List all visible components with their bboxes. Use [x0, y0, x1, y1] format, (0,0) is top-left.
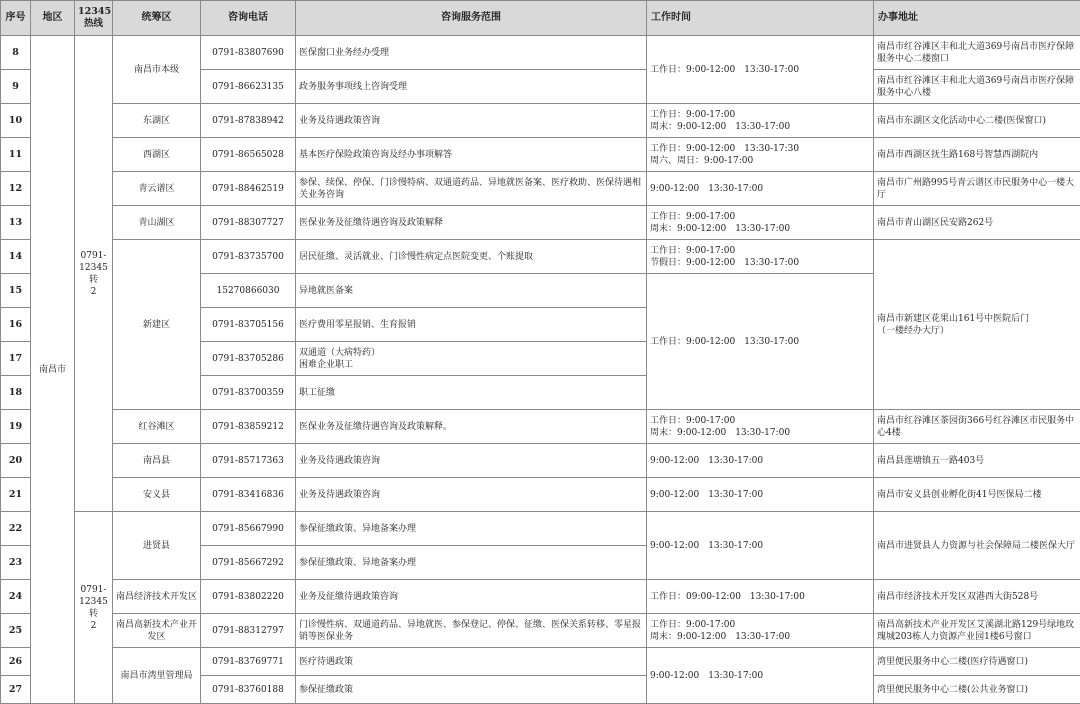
- address-cell: 南昌市红谷滩区丰和北大道369号南昌市医疗保障服务中心八楼: [874, 70, 1080, 104]
- hours-cell: 工作日：9:00-12:00 13:30-17:30 周六、周日：9:00-17:00: [647, 138, 874, 172]
- row-number: 8: [1, 36, 31, 70]
- row-number: 24: [1, 580, 31, 614]
- district-cell: 红谷滩区: [113, 410, 201, 444]
- hours-cell: 工作日：9:00-17:00 节假日：9:00-12:00 13:30-17:00: [647, 240, 874, 274]
- address-cell: 南昌市东湖区文化活动中心二楼(医保窗口): [874, 104, 1080, 138]
- table-row: [1, 104, 1080, 138]
- address-cell: 南昌市经济技术开发区双港西大街528号: [874, 580, 1080, 614]
- row-number: 27: [1, 676, 31, 704]
- table-row: [1, 648, 1080, 676]
- hours-cell: 9:00-12:00 13:30-17:00: [647, 172, 874, 206]
- row-number: 10: [1, 104, 31, 138]
- header-address: 办事地址: [874, 1, 1080, 36]
- phone-cell: 0791-85717363: [201, 444, 296, 478]
- address-cell: 南昌市广州路995号青云谱区市民服务中心一楼大厅: [874, 172, 1080, 206]
- phone-cell: 0791-83859212: [201, 410, 296, 444]
- scope-cell: 业务及征缴待遇政策咨询: [296, 580, 647, 614]
- phone-cell: 0791-86623135: [201, 70, 296, 104]
- header-scope: 咨询服务范围: [296, 1, 647, 36]
- district-cell: 南昌市湾里管理局: [113, 648, 201, 704]
- header-hotline: 12345 热线: [75, 1, 113, 36]
- scope-cell: 医保业务及征缴待遇咨询及政策解释: [296, 206, 647, 240]
- area-cell: 南昌市: [31, 36, 75, 704]
- row-number: 23: [1, 546, 31, 580]
- scope-cell: 业务及待遇政策咨询: [296, 478, 647, 512]
- address-cell: 南昌市青山湖区民安路262号: [874, 206, 1080, 240]
- scope-cell: 职工征缴: [296, 376, 647, 410]
- table-row: [1, 478, 1080, 512]
- scope-cell: 参保征缴政策、异地备案办理: [296, 546, 647, 580]
- scope-cell: 医疗费用零星报销、生育报销: [296, 308, 647, 342]
- district-cell: 南昌市本级: [113, 36, 201, 104]
- scope-cell: 双通道（大病特药） 困难企业职工: [296, 342, 647, 376]
- phone-cell: 0791-83416836: [201, 478, 296, 512]
- hours-cell: 工作日：9:00-17:00 周末：9:00-12:00 13:30-17:00: [647, 614, 874, 648]
- row-number: 14: [1, 240, 31, 274]
- address-cell: 南昌高新技术产业开发区艾溪湖北路129号绿地玫瑰城203栋人力资源产业园1楼6号窗口: [874, 614, 1080, 648]
- address-cell: 南昌市红谷滩区丰和北大道369号南昌市医疗保障服务中心二楼窗口: [874, 36, 1080, 70]
- hours-cell: 工作日：9:00-17:00 周末：9:00-12:00 13:30-17:00: [647, 104, 874, 138]
- header-hours: 工作时间: [647, 1, 874, 36]
- table-row: [1, 444, 1080, 478]
- phone-cell: 0791-88312797: [201, 614, 296, 648]
- header-phone: 咨询电话: [201, 1, 296, 36]
- header-district: 统筹区: [113, 1, 201, 36]
- row-number: 16: [1, 308, 31, 342]
- row-number: 13: [1, 206, 31, 240]
- phone-cell: 0791-88307727: [201, 206, 296, 240]
- hotline-cell: 0791- 12345转 2: [75, 512, 113, 704]
- phone-cell: 0791-83802220: [201, 580, 296, 614]
- phone-cell: 0791-83760188: [201, 676, 296, 704]
- row-number: 25: [1, 614, 31, 648]
- scope-cell: 医保业务及征缴待遇咨询及政策解释。: [296, 410, 647, 444]
- district-cell: 进贤县: [113, 512, 201, 580]
- scope-cell: 政务服务事项线上咨询受理: [296, 70, 647, 104]
- scope-cell: 业务及待遇政策咨询: [296, 104, 647, 138]
- row-number: 12: [1, 172, 31, 206]
- address-cell: 南昌市红谷滩区茶园街366号红谷滩区市民服务中心4楼: [874, 410, 1080, 444]
- district-cell: 西湖区: [113, 138, 201, 172]
- table-row: [1, 138, 1080, 172]
- address-cell: 南昌县莲塘镇五一路403号: [874, 444, 1080, 478]
- row-number: 15: [1, 274, 31, 308]
- table-row: [1, 36, 1080, 70]
- district-cell: 青云谱区: [113, 172, 201, 206]
- table-row: [1, 614, 1080, 648]
- row-number: 22: [1, 512, 31, 546]
- scope-cell: 基本医疗保险政策咨询及经办事项解答: [296, 138, 647, 172]
- hours-cell: 9:00-12:00 13:30-17:00: [647, 444, 874, 478]
- row-number: 19: [1, 410, 31, 444]
- district-cell: 东湖区: [113, 104, 201, 138]
- table-row: [1, 206, 1080, 240]
- address-cell: 湾里便民服务中心二楼(公共业务窗口): [874, 676, 1080, 704]
- row-number: 21: [1, 478, 31, 512]
- table-row: [1, 580, 1080, 614]
- scope-cell: 异地就医备案: [296, 274, 647, 308]
- row-number: 9: [1, 70, 31, 104]
- header-area: 地区: [31, 1, 75, 36]
- scope-cell: 业务及待遇政策咨询: [296, 444, 647, 478]
- phone-cell: 0791-85667990: [201, 512, 296, 546]
- district-cell: 南昌县: [113, 444, 201, 478]
- district-cell: 南昌经济技术开发区: [113, 580, 201, 614]
- address-cell: 南昌市进贤县人力资源与社会保障局二楼医保大厅: [874, 512, 1080, 580]
- hours-cell: 工作日：09:00-12:00 13:30-17:00: [647, 580, 874, 614]
- phone-cell: 0791-88462519: [201, 172, 296, 206]
- phone-cell: 15270866030: [201, 274, 296, 308]
- hours-cell: 工作日：9:00-12:00 13:30-17:00: [647, 36, 874, 104]
- phone-cell: 0791-83807690: [201, 36, 296, 70]
- row-number: 11: [1, 138, 31, 172]
- scope-cell: 医保窗口业务经办受理: [296, 36, 647, 70]
- scope-cell: 医疗待遇政策: [296, 648, 647, 676]
- hours-cell: 工作日：9:00-12:00 13:30-17:00: [647, 274, 874, 410]
- hours-cell: 9:00-12:00 13:30-17:00: [647, 478, 874, 512]
- row-number: 18: [1, 376, 31, 410]
- phone-cell: 0791-85667292: [201, 546, 296, 580]
- phone-cell: 0791-83769771: [201, 648, 296, 676]
- district-cell: 南昌高新技术产业开发区: [113, 614, 201, 648]
- scope-cell: 参保、续保、停保、门诊慢特病、双通道药品、异地就医备案、医疗救助、医保待遇相关业务咨询: [296, 172, 647, 206]
- scope-cell: 门诊慢性病、双通道药品、异地就医、参保登记、停保、征缴、医保关系转移、零星报销等医保业务: [296, 614, 647, 648]
- table-row: [1, 240, 1080, 274]
- hours-cell: 9:00-12:00 13:30-17:00: [647, 648, 874, 704]
- address-cell: 南昌市新建区花果山161号中医院后门 （一楼经办大厅）: [874, 240, 1080, 410]
- phone-cell: 0791-87838942: [201, 104, 296, 138]
- district-cell: 青山湖区: [113, 206, 201, 240]
- district-cell: 新建区: [113, 240, 201, 410]
- district-cell: 安义县: [113, 478, 201, 512]
- phone-cell: 0791-83735700: [201, 240, 296, 274]
- phone-cell: 0791-86565028: [201, 138, 296, 172]
- hours-cell: 工作日：9:00-17:00 周末：9:00-12:00 13:30-17:00: [647, 410, 874, 444]
- table-row: [1, 410, 1080, 444]
- row-number: 17: [1, 342, 31, 376]
- address-cell: 南昌市西湖区抚生路168号智慧西湖院内: [874, 138, 1080, 172]
- scope-cell: 参保征缴政策、异地备案办理: [296, 512, 647, 546]
- phone-cell: 0791-83700359: [201, 376, 296, 410]
- phone-cell: 0791-83705286: [201, 342, 296, 376]
- hours-cell: 工作日：9:00-17:00 周末：9:00-12:00 13:30-17:00: [647, 206, 874, 240]
- scope-cell: 参保征缴政策: [296, 676, 647, 704]
- table-row: [1, 172, 1080, 206]
- header-row: [1, 1, 1080, 36]
- scope-cell: 居民征缴、灵活就业、门诊慢性病定点医院变更、个账提取: [296, 240, 647, 274]
- row-number: 20: [1, 444, 31, 478]
- hotline-cell: 0791- 12345转 2: [75, 36, 113, 512]
- row-number: 26: [1, 648, 31, 676]
- address-cell: 南昌市安义县创业孵化街41号医保局二楼: [874, 478, 1080, 512]
- header-no: 序号: [1, 1, 31, 36]
- table-row: [1, 512, 1080, 546]
- address-cell: 湾里便民服务中心二楼(医疗待遇窗口): [874, 648, 1080, 676]
- phone-cell: 0791-83705156: [201, 308, 296, 342]
- hours-cell: 9:00-12:00 13:30-17:00: [647, 512, 874, 580]
